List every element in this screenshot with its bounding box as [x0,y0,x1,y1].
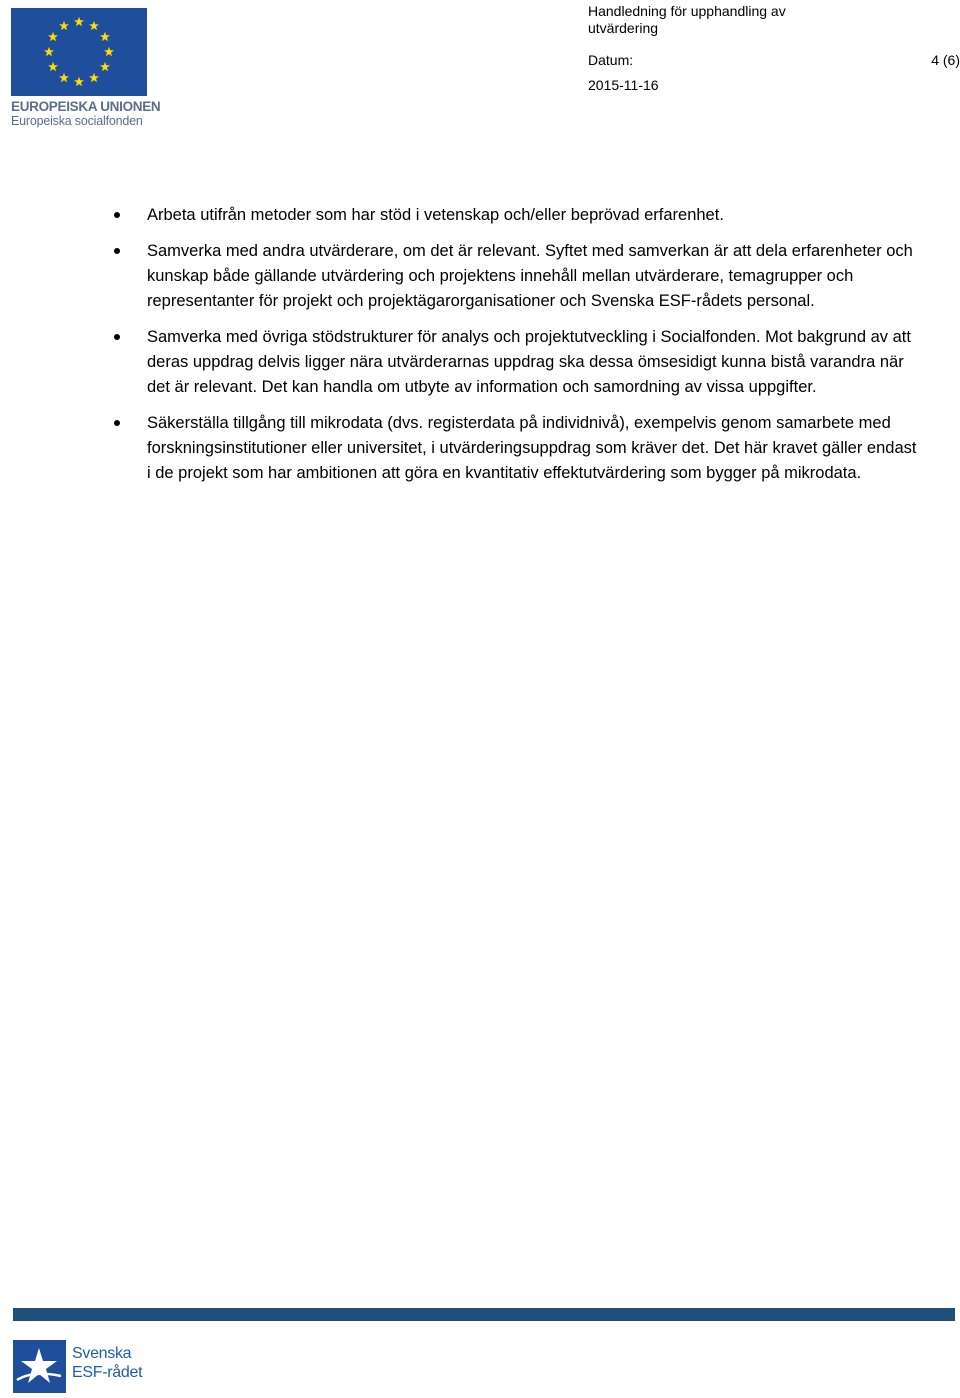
document-title: Handledning för upphandling av utvärdering [588,3,786,36]
bullet-icon [114,212,120,218]
esf-star-icon [13,1340,66,1393]
list-item [112,239,924,314]
eu-flag-icon [11,8,147,96]
list-item-text: Säkerställa tillgång till mikrodata (dvs. registerdata på individnivå), exempelvis genom samarbete med forskningsinstitutioner eller universitet, i utvärderingsuppdrag som kräver det. Det här kravet gäller endast i de projekt som har ambitionen att göra en kvantitativ effektutvärdering som bygger på mikrodata. [147,414,917,482]
list-item-text: Samverka med andra utvärderare, om det är relevant. Syftet med samverkan är att dela erfarenheter och kunskap både gällande utvärdering och projektens innehåll mellan utvärderare, temagrupper och representanter för projekt och projektägarorganisationer och Svenska ESF-rådets personal. [147,242,913,310]
page-number: 4 (6) [931,52,960,68]
eu-logo-line1: EUROPEISKA UNIONEN [11,99,161,114]
esf-logo-line2: ESF-rådet [72,1364,143,1381]
eu-logo [11,8,161,128]
bullet-icon [114,248,120,254]
list-item [112,411,924,486]
footer-divider [13,1308,955,1321]
list-item [112,203,924,228]
list-item-text: Arbeta utifrån metoder som har stöd i vetenskap och/eller beprövad erfarenhet. [147,206,724,224]
list-item-text: Samverka med övriga stödstrukturer för analys och projektutveckling i Socialfonden. Mot bakgrund av att deras uppdrag delvis ligger nära utvärderarnas uppdrag ska dessa ömsesidigt kunna bistå varandra när det är relevant. Det kan handla om utbyte av information och samordning av vissa uppgifter. [147,328,911,396]
eu-logo-line2: Europeiska socialfonden [11,114,143,128]
esf-logo [13,1340,142,1393]
bullet-icon [114,420,120,426]
bullet-icon [114,334,120,340]
esf-logo-line1: Svenska [72,1345,132,1362]
document-date: 2015-11-16 [588,77,659,93]
date-label: Datum: [588,52,634,68]
bullet-list [112,203,924,497]
list-item [112,325,924,400]
